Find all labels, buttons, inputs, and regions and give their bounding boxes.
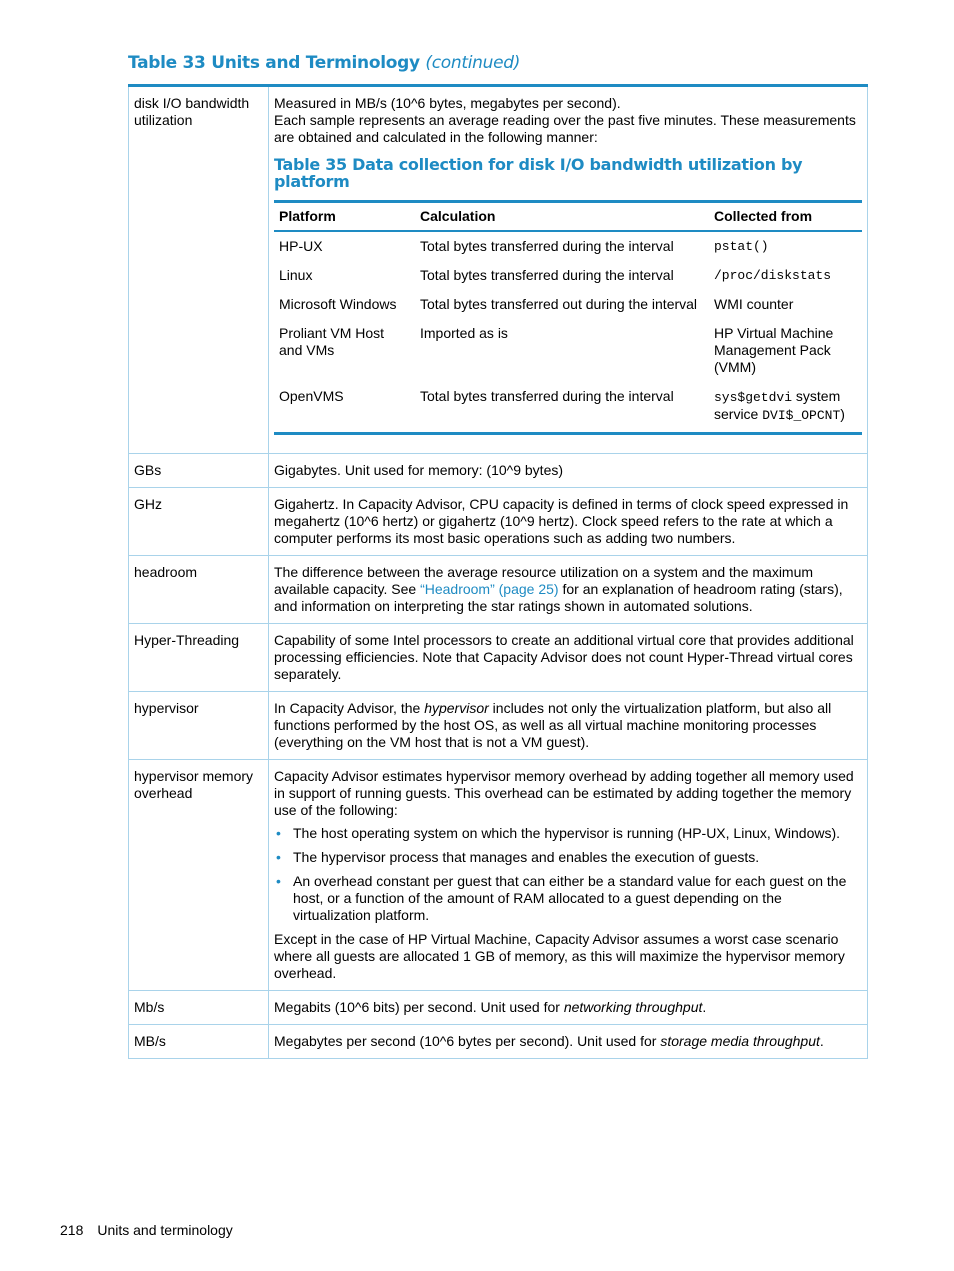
units-terminology-table xyxy=(128,84,868,1059)
source-code: DVI$_OPCNT xyxy=(762,408,841,423)
table-row xyxy=(129,86,868,454)
definition-text: The difference between the average resource utilization on a system and the maximum available capacity. See xyxy=(274,564,814,597)
list-item: • An overhead constant per guest that can either be a standard value for each guest on the host, or a function of the amount of RAM allocated to a guest depending on the virtualization platform. xyxy=(293,873,862,924)
definition-cell: Gigahertz. In Capacity Advisor, CPU capacity is defined in terms of clock speed expressed in megahertz (10^6 hertz) or gigahertz (10^9 hertz). Clock speed refers to the rate at which a computer performs its most basic operations such as adding two numbers. xyxy=(269,488,868,556)
page-footer xyxy=(60,1222,233,1239)
subtable-row xyxy=(274,382,862,434)
term-cell: GBs xyxy=(129,454,269,488)
definition-text: . xyxy=(819,1033,824,1049)
term-cell: Hyper-Threading xyxy=(129,624,269,692)
term-cell: disk I/O bandwidth utilization xyxy=(129,86,269,454)
source-cell xyxy=(709,382,862,434)
column-header-collected-from: Collected from xyxy=(709,202,862,232)
platform-cell: HP-UX xyxy=(279,238,323,254)
table-title-text: Table 33 Units and Terminology xyxy=(128,53,420,73)
definition-cell xyxy=(269,760,868,991)
source-cell: pstat() xyxy=(714,239,769,254)
definition-cell xyxy=(269,556,868,624)
subtable-title: Table 35 Data collection for disk I/O bandwidth utilization by platform xyxy=(274,155,803,191)
platform-cell: Microsoft Windows xyxy=(279,296,397,312)
column-header-platform: Platform xyxy=(274,202,415,232)
platform-subtable xyxy=(274,200,862,435)
source-code: sys$getdvi xyxy=(714,390,793,405)
subtable-row xyxy=(274,231,862,261)
bullet-list xyxy=(274,825,862,924)
table-row xyxy=(129,991,868,1025)
definition-text: includes not only the virtualization platform, but also all functions performed by the host OS, as well as all virtual machine monitoring processes (everything on the VM host that is not a VM guest). xyxy=(274,700,832,750)
definition-text: Megabytes per second (10^6 bytes per second). Unit used for xyxy=(274,1033,661,1049)
definition-cell xyxy=(269,692,868,760)
term-cell: Mb/s xyxy=(129,991,269,1025)
calculation-cell: Total bytes transferred during the interval xyxy=(420,267,674,283)
table-row xyxy=(129,556,868,624)
column-header-calculation: Calculation xyxy=(415,202,709,232)
definition-text: Megabits (10^6 bits) per second. Unit used for xyxy=(274,999,564,1015)
list-item: • The hypervisor process that manages and enables the execution of guests. xyxy=(293,849,862,866)
subtable-row xyxy=(274,290,862,319)
calculation-cell: Imported as is xyxy=(420,325,508,341)
definition-cell xyxy=(269,991,868,1025)
source-cell: WMI counter xyxy=(714,296,794,312)
term-cell: hypervisor memory overhead xyxy=(129,760,269,991)
table-row xyxy=(129,624,868,692)
source-cell: /proc/diskstats xyxy=(714,268,832,283)
definition-text: Except in the case of HP Virtual Machine, Capacity Advisor assumes a worst case scenario where all guests are allocated 1 GB of memory, as this will maximize the hypervisor memory overhead. xyxy=(274,931,845,981)
platform-cell: Proliant VM Host and VMs xyxy=(279,325,385,358)
source-cell: HP Virtual Machine Management Pack (VMM) xyxy=(714,325,834,375)
definition-emphasis: storage media throughput xyxy=(660,1033,820,1049)
definition-text: In Capacity Advisor, the xyxy=(274,700,425,716)
table-row xyxy=(129,760,868,991)
definition-cell: Capability of some Intel processors to create an additional virtual core that provides additional processing efficiencies. Note that Capacity Advisor does not count Hyper-Thread virtual cores separately. xyxy=(269,624,868,692)
definition-text: for an explanation of headroom rating (stars), and information on interpreting the star ratings shown in automated solutions. xyxy=(274,581,843,614)
definition-text: . xyxy=(702,999,707,1015)
source-text: system service xyxy=(714,388,841,422)
term-cell: hypervisor xyxy=(129,692,269,760)
definition-emphasis: networking throughput xyxy=(563,999,703,1015)
subtable-row xyxy=(274,261,862,290)
definition-cell: Gigabytes. Unit used for memory: (10^9 bytes) xyxy=(269,454,868,488)
term-cell: headroom xyxy=(129,556,269,624)
footer-section: Units and terminology xyxy=(97,1222,233,1238)
calculation-cell: Total bytes transferred out during the interval xyxy=(420,296,698,312)
subtable-header-row xyxy=(274,202,862,232)
subtable-row xyxy=(274,319,862,382)
table-title xyxy=(128,55,520,72)
definition-text: Measured in MB/s (10^6 bytes, megabytes per second). xyxy=(274,95,621,111)
table-row xyxy=(129,488,868,556)
table-row xyxy=(129,1025,868,1059)
term-cell: MB/s xyxy=(129,1025,269,1059)
definition-text: Each sample represents an average reading over the past five minutes. These measurements are obtained and calculated in the following manner: xyxy=(274,112,856,145)
definition-cell xyxy=(269,1025,868,1059)
headroom-link[interactable]: “Headroom” (page 25) xyxy=(420,581,559,597)
calculation-cell: Total bytes transferred during the interval xyxy=(420,388,674,404)
table-row xyxy=(129,692,868,760)
source-text: ) xyxy=(840,406,845,422)
definition-emphasis: hypervisor xyxy=(424,700,489,716)
term-cell: GHz xyxy=(129,488,269,556)
definition-cell xyxy=(269,86,868,454)
platform-cell: Linux xyxy=(279,267,313,283)
definition-text: Capacity Advisor estimates hypervisor memory overhead by adding together all memory used in support of running guests. This overhead can be estimated by adding together the memory use of the following: xyxy=(274,768,854,818)
platform-cell: OpenVMS xyxy=(279,388,344,404)
table-row xyxy=(129,454,868,488)
calculation-cell: Total bytes transferred during the interval xyxy=(420,238,674,254)
table-title-continued: (continued) xyxy=(425,53,521,73)
page-number: 218 xyxy=(60,1222,84,1238)
list-item: • The host operating system on which the hypervisor is running (HP-UX, Linux, Windows). xyxy=(293,825,862,842)
